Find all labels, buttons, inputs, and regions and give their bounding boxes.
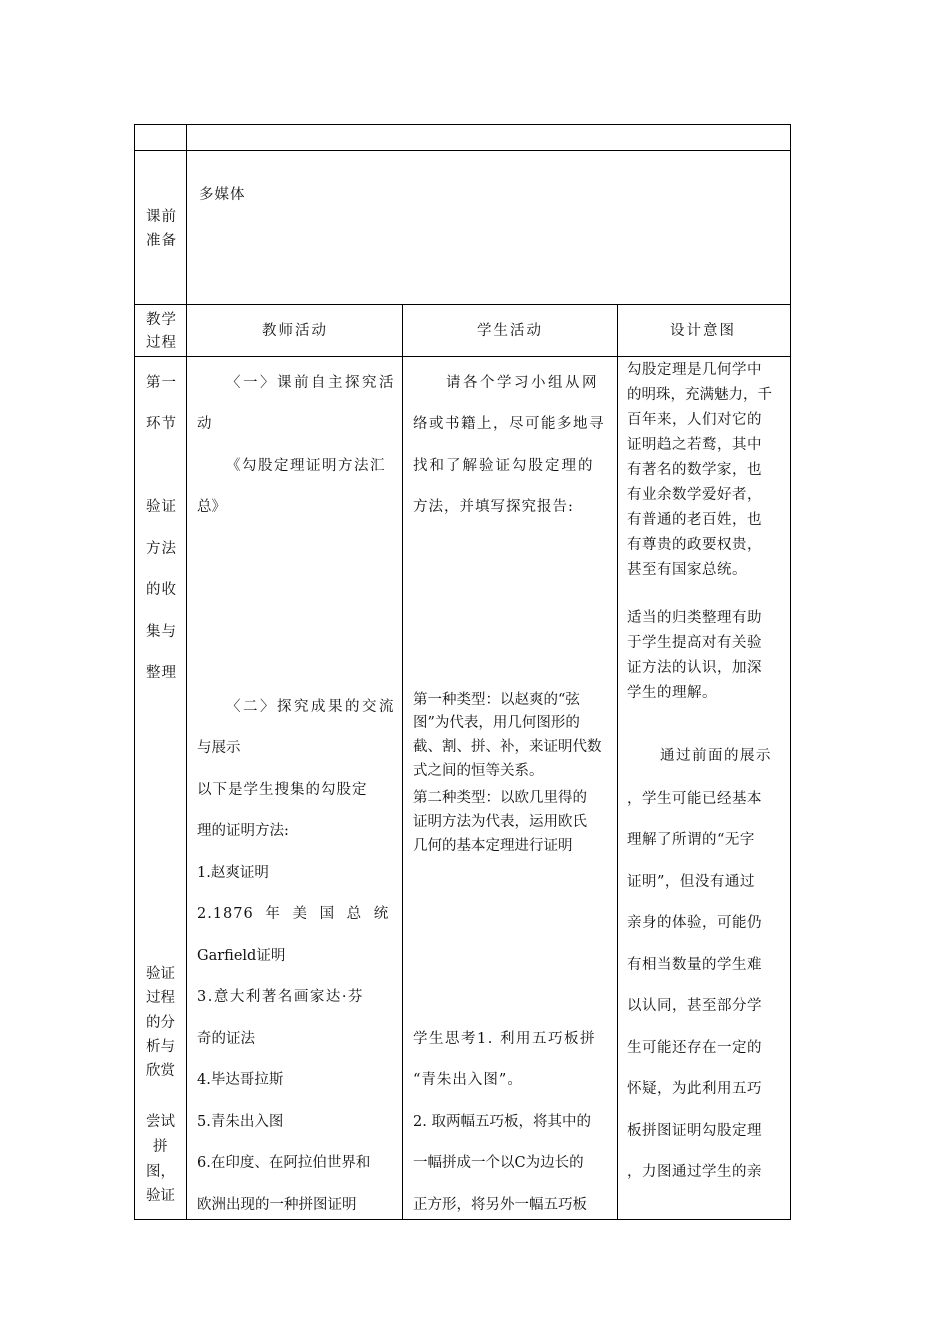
student-think2-line1: 2. 取两幅五巧板，将其中的 [413, 1114, 591, 1130]
student-type1-line2: 图”为代表，用几何图形的 [413, 715, 580, 731]
intent-p1-line3: 百年来，人们对它的 [627, 412, 762, 428]
teacher-intro-line2: 理的证明方法: [197, 823, 289, 839]
intent-p1-line9: 甚至有国家总统。 [627, 562, 747, 578]
intent-p3-line4: 证明”，但没有通过 [627, 874, 755, 890]
teacher-part1-book-cont: 总》 [197, 499, 226, 515]
intent-p1-line4: 证明趋之若鹜，其中 [627, 437, 762, 453]
table-border-row3 [134, 356, 791, 357]
teacher-item-6a: 6.在印度、在阿拉伯世界和 [197, 1155, 371, 1171]
intent-p3-line7: 以认同，甚至部分学 [627, 998, 762, 1014]
try-label-3: 图， [146, 1164, 175, 1180]
table-border-top [134, 124, 791, 125]
teacher-item-3a: 3.意大利著名画家达·芬 [197, 989, 364, 1005]
analyze-label-2: 过程 [146, 990, 175, 1006]
student-think2-line2: 一幅拼成一个以C为边长的 [413, 1155, 584, 1171]
intent-p3-line1: 通过前面的展示 [660, 748, 772, 764]
header-process-line1: 教学 [146, 312, 177, 328]
stage-label-line2: 环节 [146, 416, 177, 432]
student-type1-line3: 截、割、拼、补，来证明代数 [413, 739, 602, 755]
intent-p1-line6: 有业余数学爱好者， [627, 487, 762, 503]
header-process-line2: 过程 [146, 335, 177, 351]
teacher-item-4: 4.毕达哥拉斯 [197, 1072, 284, 1088]
intent-p3-line10: 板拼图证明勾股定理 [627, 1123, 762, 1139]
collect-label-3: 的收 [146, 582, 177, 598]
student-think-line2: “青朱出入图”。 [413, 1072, 523, 1088]
student-type2-line2: 证明方法为代表，运用欧氏 [413, 814, 587, 830]
header-student-activity: 学生活动 [477, 323, 543, 339]
table-border-left [134, 124, 135, 1220]
intent-p3-line2: ，学生可能已经基本 [627, 791, 762, 807]
teacher-part1-title: 〈一〉课前自主探究活 [226, 375, 396, 391]
table-border-row1 [134, 150, 791, 151]
intent-p3-line8: 生可能还存在一定的 [627, 1040, 762, 1056]
collect-label-2: 方法 [146, 541, 177, 557]
table-divider-col1 [186, 124, 187, 1220]
try-label-2: 拼 [153, 1139, 168, 1155]
student-task-line1: 请各个学习小组从网 [446, 375, 599, 391]
try-label-4: 验证 [146, 1188, 175, 1204]
student-task-line4: 方法，并填写探究报告: [413, 499, 574, 515]
table-border-right [790, 124, 791, 1220]
teacher-part1-book: 《勾股定理证明方法汇 [226, 458, 386, 474]
student-type1-line1: 第一种类型：以赵爽的“弦 [413, 692, 580, 708]
student-task-line3: 找和了解验证勾股定理的 [413, 458, 595, 474]
intent-p2-line1: 适当的归类整理有助 [627, 610, 762, 626]
teacher-item-2a: 2.1876 年 美 国 总 统 [197, 906, 390, 922]
teacher-item-3b: 奇的证法 [197, 1031, 255, 1047]
teacher-part1-title-cont: 动 [197, 416, 212, 432]
student-task-line2: 络或书籍上，尽可能多地寻 [413, 416, 605, 432]
table-divider-col3 [617, 304, 618, 1220]
teacher-item-5: 5.青朱出入图 [197, 1114, 284, 1130]
intent-p3-line9: 怀疑，为此利用五巧 [627, 1081, 762, 1097]
analyze-label-1: 验证 [146, 966, 175, 982]
header-teacher-activity: 教师活动 [262, 323, 328, 339]
intent-p1-line1: 勾股定理是几何学中 [627, 362, 762, 378]
analyze-label-5: 欣赏 [146, 1063, 175, 1079]
analyze-label-4: 析与 [146, 1039, 175, 1055]
stage-label-line1: 第一 [146, 375, 177, 391]
intent-p2-line4: 学生的理解。 [627, 685, 717, 701]
intent-p1-line7: 有普通的老百姓，也 [627, 512, 762, 528]
teacher-part2-title-cont: 与展示 [197, 740, 241, 756]
teacher-intro-line1: 以下是学生搜集的勾股定 [197, 782, 368, 798]
teacher-item-1: 1.赵爽证明 [197, 865, 269, 881]
header-design-intent: 设计意图 [670, 323, 736, 339]
table-border-row2 [134, 304, 791, 305]
try-label-1: 尝试 [146, 1114, 175, 1130]
collect-label-5: 整理 [146, 665, 177, 681]
student-type1-line4: 式之间的恒等关系。 [413, 763, 544, 779]
analyze-label-3: 的分 [146, 1015, 175, 1031]
teacher-part2-title: 〈二〉探究成果的交流 [226, 699, 396, 715]
intent-p1-line2: 的明珠，充满魅力，千 [627, 387, 772, 403]
intent-p3-line6: 有相当数量的学生难 [627, 957, 762, 973]
student-think2-line3: 正方形，将另外一幅五巧板 [413, 1197, 587, 1213]
collect-label-1: 验证 [146, 499, 177, 515]
intent-p3-line3: 理解了所谓的“无字 [627, 832, 755, 848]
intent-p3-line11: ，力图通过学生的亲 [627, 1164, 762, 1180]
teacher-item-6b: 欧洲出现的一种拼图证明 [197, 1197, 357, 1213]
student-type2-line3: 几何的基本定理进行证明 [413, 838, 573, 854]
prep-label-line2: 准备 [146, 233, 177, 249]
prep-content: 多媒体 [199, 187, 246, 203]
intent-p2-line3: 证方法的认识，加深 [627, 660, 762, 676]
collect-label-4: 集与 [146, 624, 177, 640]
prep-label-line1: 课前 [146, 209, 177, 225]
table-border-bottom [134, 1219, 791, 1220]
intent-p2-line2: 于学生提高对有关验 [627, 635, 762, 651]
intent-p3-line5: 亲身的体验，可能仍 [627, 915, 762, 931]
student-type2-line1: 第二种类型：以欧几里得的 [413, 790, 587, 806]
intent-p1-line5: 有著名的数学家，也 [627, 462, 762, 478]
table-divider-col2 [402, 304, 403, 1220]
student-think-line1: 学生思考1. 利用五巧板拼 [413, 1031, 596, 1047]
teacher-item-2b: Garfield证明 [197, 948, 286, 964]
intent-p1-line8: 有尊贵的政要权贵， [627, 537, 762, 553]
